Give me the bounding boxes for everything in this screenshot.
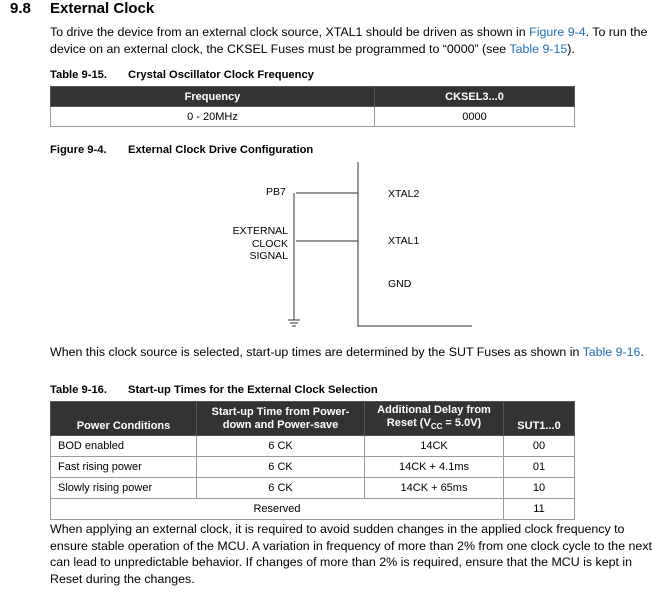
cell-power-condition: Slowly rising power <box>51 478 197 499</box>
table-row <box>51 457 575 478</box>
ext-label-line-2: CLOCK <box>251 237 288 250</box>
col-header-additional-delay <box>365 402 504 436</box>
frequency-change-paragraph <box>50 521 652 587</box>
external-clock-signal-label <box>228 225 288 263</box>
figure-9-4-link[interactable]: Figure 9-4 <box>529 25 586 39</box>
caption-number: Figure 9-4. <box>50 144 107 156</box>
cell-sut: 11 <box>504 499 575 520</box>
pb7-label: PB7 <box>266 186 286 198</box>
header-line-2: down and Power-save <box>222 418 339 431</box>
ext-label-line-3: SIGNAL <box>249 250 288 262</box>
section-number: 9.8 <box>10 0 31 17</box>
cell-cksel: 0000 <box>375 107 575 127</box>
cell-startup-time: 6 CK <box>197 436 365 457</box>
paragraph-line: When applying an external clock, it is required to avoid sudden changes in the applied clock frequency to <box>50 522 625 536</box>
header-line-2: Reset $(V_{CC} = 5.0V)$ <box>386 416 482 432</box>
cell-power-condition: BOD enabled <box>51 436 197 457</box>
cell-sut: 10 <box>504 478 575 499</box>
col-header-cksel: CKSEL3...0 <box>375 87 575 107</box>
cell-additional-delay: 14CK <box>365 436 504 457</box>
table-row <box>51 478 575 499</box>
col-header-power-conditions: Power Conditions <box>51 402 197 436</box>
paragraph-line: can lead to unpredictable behavior. If changes of more than 2% is required, ensure that the MCU is kept in <box>50 555 633 569</box>
col-header-sut: SUT1...0 <box>504 402 575 436</box>
header-line-1: Start-up Time from Power- <box>211 405 350 418</box>
table-row <box>51 436 575 457</box>
caption-number: Table 9-15. <box>50 69 107 81</box>
startup-paragraph <box>50 344 650 361</box>
cell-startup-time: 6 CK <box>197 478 365 499</box>
table-9-16-link[interactable]: Table 9-16 <box>582 345 641 359</box>
cell-reserved: Reserved <box>51 499 504 520</box>
xtal2-label: XTAL2 <box>388 188 420 200</box>
ext-label-line-1: EXTERNAL <box>232 225 288 237</box>
section-title: External Clock <box>50 0 155 17</box>
intro-text-2: . To run the device on an external clock, the CKSEL Fuses must be programmed to “0000” (see <box>50 25 648 56</box>
cell-startup-time: 6 CK <box>197 457 365 478</box>
cell-sut: 00 <box>504 436 575 457</box>
cell-additional-delay: 14CK + 65ms <box>365 478 504 499</box>
cell-power-condition: Fast rising power <box>51 457 197 478</box>
caption-number: Table 9-16. <box>50 384 107 396</box>
startup-text: When this clock source is selected, start-up times are determined by the SUT Fuses as shown in <box>50 345 583 359</box>
table-9-16-caption <box>50 384 378 396</box>
caption-text: External Clock Drive Configuration <box>128 144 314 156</box>
cell-sut: 01 <box>504 457 575 478</box>
paragraph-line: ensure stable operation of the MCU. A variation in frequency of more than 2% from one clock cycle to the next <box>50 538 652 553</box>
caption-text: Start-up Times for the External Clock Selection <box>128 384 378 396</box>
intro-text-3: ). <box>567 41 575 56</box>
paragraph-line: Reset during the changes. <box>50 571 195 586</box>
header-line-1: Additional Delay from <box>377 403 491 416</box>
startup-text-end: . <box>640 345 644 359</box>
cell-additional-delay: 14CK + 4.1ms <box>365 457 504 478</box>
col-header-startup-time <box>197 402 365 436</box>
table-9-15-link[interactable]: Table 9-15 <box>509 41 568 56</box>
col-header-frequency: Frequency <box>51 87 375 107</box>
caption-text: Crystal Oscillator Clock Frequency <box>128 69 314 81</box>
cell-frequency: 0 - 20MHz <box>51 107 375 127</box>
gnd-label: GND <box>388 278 412 290</box>
table-9-16 <box>50 401 575 520</box>
table-row <box>51 499 575 520</box>
xtal1-label: XTAL1 <box>388 235 420 247</box>
intro-text-1: To drive the device from an external clock source, XTAL1 should be driven as shown in <box>50 25 530 39</box>
